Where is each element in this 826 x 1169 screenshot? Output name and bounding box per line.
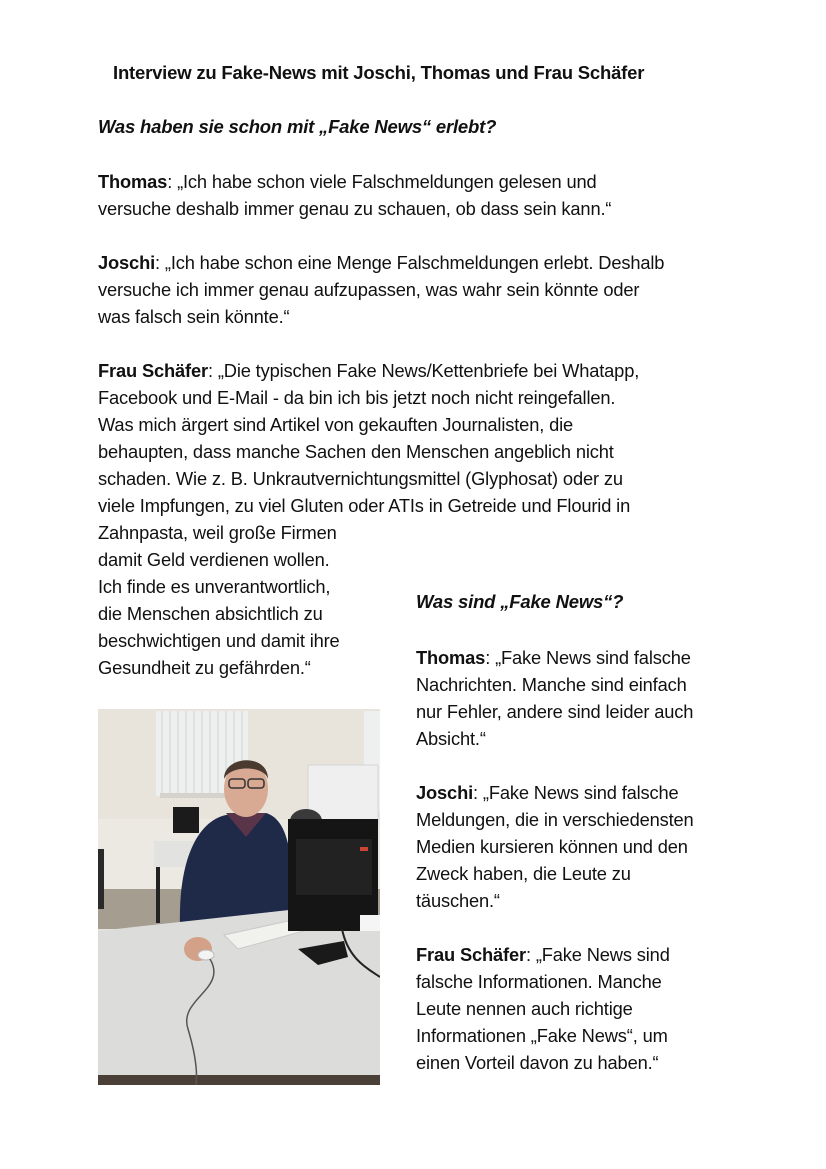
- answer-joschi-2: Joschi: „Fake News sind falsche Meldungen, die in verschiedensten Medien kursieren können und den Zweck haben, die Leute zu täuschen.“: [416, 782, 694, 911]
- answer-schaefer-1: Frau Schäfer: „Die typischen Fake News/Kettenbriefe bei Whatapp, Facebook und E-Mail - da bin ich bis jetzt noch nicht reingefallen. Was mich ärgert sind Artikel von gekauften Journalisten, die behaupten, dass manche Sachen den Menschen angeblich nicht schaden. Wie z. B. Unkrautvernichtungsmittel (Glyphosat) oder zu viele Impfungen, zu viel Gluten oder ATIs in Getreide und Flourid in Zahnpasta, weil große Firmen damit Geld verdienen wollen. Ich finde es unverantwortlich, die Menschen absichtlich zu beschwichtigen und damit ihre Gesundheit zu gefährden.“: [98, 360, 640, 678]
- photo-illustration: [98, 709, 380, 1085]
- speaker-name: Thomas: [98, 171, 168, 192]
- speaker-name: Frau Schäfer: [416, 944, 526, 965]
- interview-photo: [98, 709, 380, 1085]
- speaker-name: Frau Schäfer: [98, 360, 208, 381]
- paper: [360, 915, 380, 931]
- speaker-name: Joschi: [416, 782, 474, 803]
- back-monitor: [173, 807, 199, 833]
- speaker-name: Joschi: [98, 252, 156, 273]
- mouse: [198, 950, 214, 960]
- answer-thomas-1: Thomas: „Ich habe schon viele Falschmeldungen gelesen und versuche deshalb immer genau zu schauen, ob dass sein kann.“: [98, 171, 612, 219]
- answer-joschi-1: Joschi: „Ich habe schon eine Menge Falschmeldungen erlebt. Deshalb versuche ich immer genau aufzupassen, was wahr sein könnte oder was falsch sein könnte.“: [98, 252, 665, 327]
- question-2-heading: Was sind „Fake News“?: [416, 591, 624, 612]
- document-title: Interview zu Fake-News mit Joschi, Thomas und Frau Schäfer: [113, 62, 645, 83]
- answer-schaefer-2: Frau Schäfer: „Fake News sind falsche Informationen. Manche Leute nennen auch richtige Informationen „Fake News“, um einen Vorteil davon zu haben.“: [416, 944, 670, 1073]
- speaker-name: Thomas: [416, 647, 486, 668]
- answer-thomas-2: Thomas: „Fake News sind falsche Nachrichten. Manche sind einfach nur Fehler, andere sind leider auch Absicht.“: [416, 647, 694, 749]
- question-1-heading: Was haben sie schon mit „Fake News“ erlebt?: [98, 116, 497, 137]
